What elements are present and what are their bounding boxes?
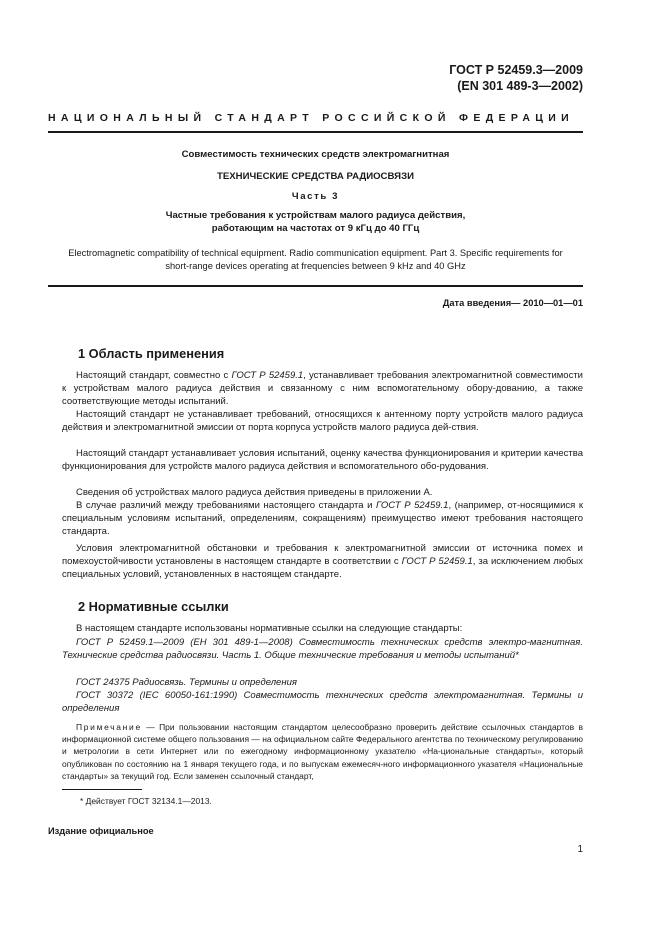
section-2-intro: В настоящем стандарте использованы нормативные ссылки на следующие стандарты:: [76, 623, 463, 634]
title-line-1: Совместимость технических средств электромагнитная: [181, 149, 450, 160]
section-1-paragraph-6: Условия электромагнитной обстановки и требования к электромагнитной эмиссии от источника помех и помехоустойчивости установлены в настоящем стандарте в соответствии с ГОСТ Р 52459.1, за исключением любых специальных условий, установленных в настоящем стандарте.: [62, 543, 583, 580]
section-1-paragraph-3: Настоящий стандарт устанавливает условия испытаний, оценку качества функционирования и критерии качества функционирования для устройств малого радиуса действия и вспомогательного обо-рудования.: [62, 448, 583, 472]
note-label: Примечание: [76, 722, 142, 732]
normative-reference-1: ГОСТ Р 52459.1—2009 (ЕН 301 489-1—2008) Совместимость технических средств электро-магнитная. Технические средства радиосвязи. Часть 1. Общие технические требования и методы испытаний*: [62, 637, 583, 661]
title-part: Часть 3: [291, 191, 340, 202]
title-line-4a: Частные требования к устройствам малого радиуса действия,: [165, 210, 466, 221]
section-1-heading: 1 Область применения: [78, 346, 225, 361]
normative-reference-2: ГОСТ 24375 Радиосвязь. Термины и определения: [76, 677, 297, 688]
reference-link: ГОСТ Р 52459.1: [401, 556, 473, 567]
footnote-rule: [62, 789, 142, 790]
reference-link: ГОСТ Р 52459.1: [376, 500, 449, 511]
normative-reference-3: ГОСТ 30372 (IEC 60050-161:1990) Совместимость технических средств электромагнитная. Термины и определения: [62, 690, 583, 714]
english-title-b: short-range devices operating at frequencies between 9 kHz and 40 GHz: [165, 261, 466, 271]
introduction-date: Дата введения— 2010—01—01: [442, 298, 583, 308]
section-1-paragraph-2: Настоящий стандарт не устанавливает требований, относящихся к антенному порту устройств малого радиуса действия и электромагнитной эмиссии от порта корпуса устройств малого радиуса дей-ствия.: [62, 409, 583, 433]
title-line-4b: работающим на частотах от 9 кГц до 40 ГГц: [211, 223, 420, 234]
en-number: (EN 301 489-3—2002): [457, 79, 583, 93]
title-line-2: ТЕХНИЧЕСКИЕ СРЕДСТВА РАДИОСВЯЗИ: [217, 171, 414, 182]
section-1-paragraph-5: В случае различий между требованиями настоящего стандарта и ГОСТ Р 52459.1, (например, от-носящимися к специальным условиям испытаний, определениям, сокращениям) преимущество имеют требования настоящего стандарта.: [62, 500, 584, 537]
page-number: 1: [577, 844, 583, 855]
header-rule: [48, 131, 583, 133]
title-rule: [48, 285, 583, 287]
reference-link: ГОСТ Р 52459.1: [231, 370, 304, 381]
section-1-paragraph-1: Настоящий стандарт, совместно с ГОСТ Р 52459.1, устанавливает требования электромагнитной совместимости к устройствам малого радиуса действия и связанному с ним вспомогательному обору-дованию, а также соответствующие методы испытаний.: [62, 370, 583, 407]
section-2-heading: 2 Нормативные ссылки: [78, 599, 229, 614]
footnote: * Действует ГОСТ 32134.1—2013.: [80, 796, 212, 806]
official-edition-label: Издание официальное: [48, 826, 154, 836]
section-1-paragraph-4: Сведения об устройствах малого радиуса действия приведены в приложении А.: [76, 487, 433, 498]
national-standard-title: НАЦИОНАЛЬНЫЙ СТАНДАРТ РОССИЙСКОЙ ФЕДЕРАЦИИ: [48, 112, 575, 124]
note-paragraph: Примечание — При пользовании настоящим стандартом целесообразно проверить действие ссылочных стандартов в информационной системе общего пользования — на официальном сайте Федерального агентства по техническому регулированию и метрологии в сети Интернет или по ежегодному информационному указателю «На-циональные стандарты», который опубликован по состоянию на 1 января текущего года, и по выпускам ежемесяч-ного информационного указателя «Национальные стандарты» за текущий год. Если заменен ссылочный стандарт,: [62, 722, 583, 781]
gost-number: ГОСТ Р 52459.3—2009: [449, 63, 583, 77]
gost-number-block: [449, 62, 583, 94]
english-title-a: Electromagnetic compatibility of technical equipment. Radio communication equipment. Part 3. Specific requirements for: [68, 248, 563, 258]
